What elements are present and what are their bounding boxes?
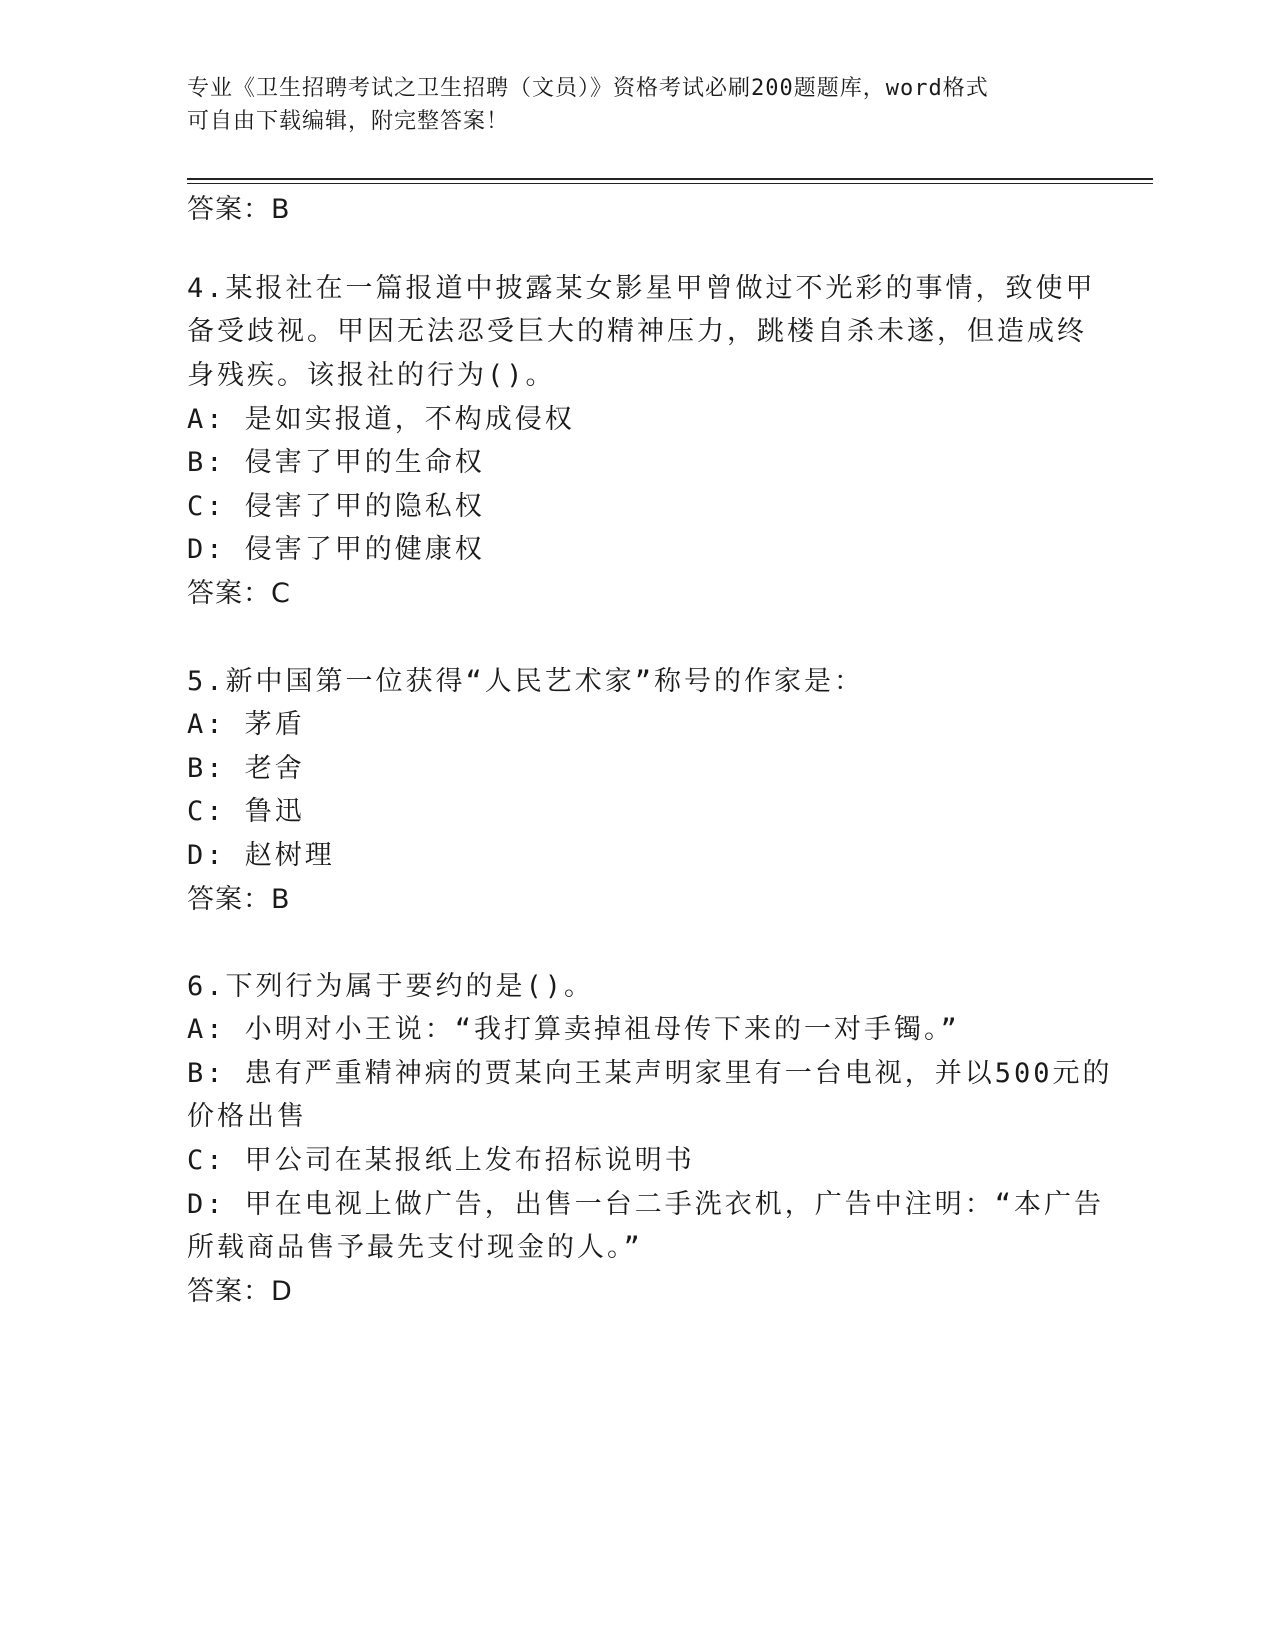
question-6-answer: 答案：D	[187, 1276, 293, 1307]
previous-answer: 答案：B	[187, 194, 291, 225]
question-4-option-d: D: 侵害了甲的健康权	[187, 534, 485, 565]
question-5-option-b: B: 老舍	[187, 753, 305, 784]
question-5-option-c: C: 鲁迅	[187, 796, 305, 827]
question-6-option-b-line-2: 价格出售	[187, 1101, 307, 1132]
question-5-answer: 答案：B	[187, 884, 291, 915]
question-6-stem: 6.下列行为属于要约的是()。	[187, 971, 595, 1002]
question-6-option-d-line-2: 所载商品售予最先支付现金的人。”	[187, 1232, 643, 1263]
question-5-option-d: D: 赵树理	[187, 840, 335, 871]
question-5-option-a: A: 茅盾	[187, 709, 305, 740]
question-4-stem-line-3: 身残疾。该报社的行为()。	[187, 360, 556, 391]
header-line-2: 可自由下载编辑，附完整答案！	[187, 109, 510, 134]
question-4-option-b: B: 侵害了甲的生命权	[187, 447, 485, 478]
header-line-1: 专业《卫生招聘考试之卫生招聘（文员）》资格考试必刷200题题库，word格式	[187, 76, 989, 101]
question-4-option-a: A: 是如实报道，不构成侵权	[187, 404, 575, 435]
question-4-stem-line-1: 4.某报社在一篇报道中披露某女影星甲曾做过不光彩的事情，致使甲	[187, 273, 1096, 304]
page-header	[187, 72, 1067, 138]
question-6-option-d-line-1: D: 甲在电视上做广告，出售一台二手洗衣机，广告中注明：“本广告	[187, 1189, 1105, 1220]
header-divider-thick	[187, 178, 1153, 180]
question-4-stem-line-2: 备受歧视。甲因无法忍受巨大的精神压力，跳楼自杀未遂，但造成终	[187, 316, 1087, 347]
question-6-option-b-line-1: B: 患有严重精神病的贾某向王某声明家里有一台电视，并以500元的	[187, 1058, 1113, 1089]
question-6-option-c: C: 甲公司在某报纸上发布招标说明书	[187, 1145, 695, 1176]
question-5-stem: 5.新中国第一位获得“人民艺术家”称号的作家是：	[187, 666, 865, 697]
question-6-option-a: A: 小明对小王说：“我打算卖掉祖母传下来的一对手镯。”	[187, 1014, 960, 1045]
question-4-answer: 答案：C	[187, 578, 291, 609]
header-divider-thin	[187, 183, 1153, 184]
question-4-option-c: C: 侵害了甲的隐私权	[187, 491, 485, 522]
